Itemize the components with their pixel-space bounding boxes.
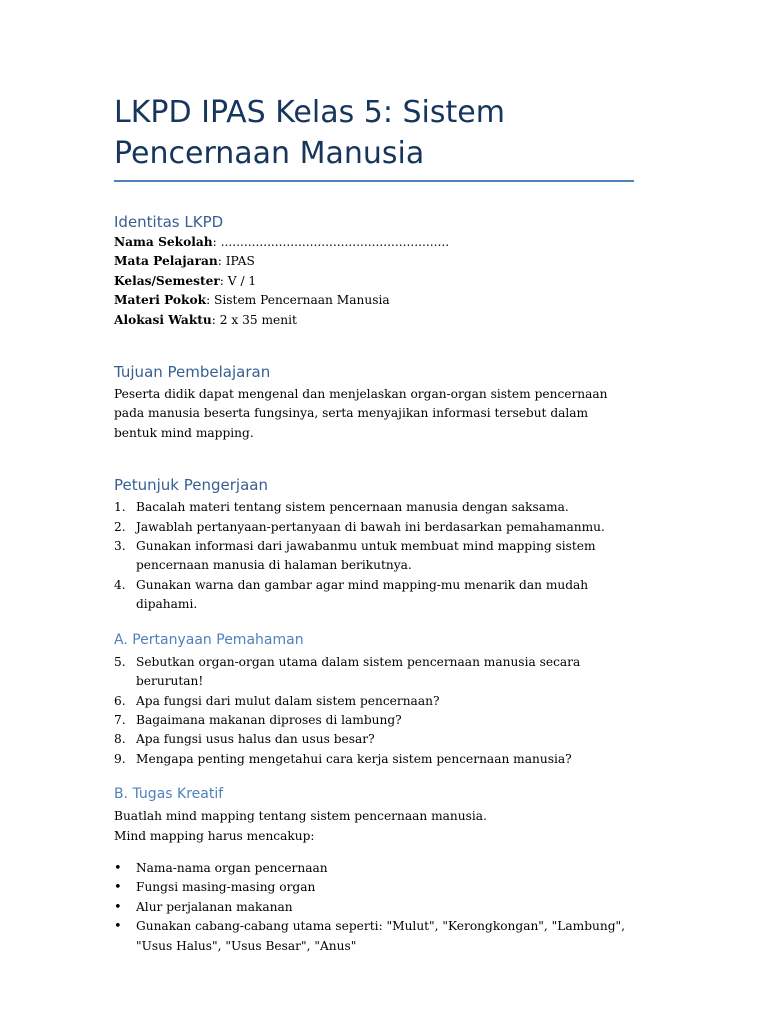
tugas-line-1: Buatlah mind mapping tentang sistem pencernaan manusia. <box>114 809 487 824</box>
list-text: Apa fungsi usus halus dan usus besar? <box>136 732 375 747</box>
tugas-heading: B. Tugas Kreatif <box>114 786 224 803</box>
petunjuk-list <box>114 498 634 614</box>
tugas-line-2: Mind mapping harus mencakup: <box>114 828 315 843</box>
pertanyaan-list <box>114 653 634 769</box>
identitas-label: Materi Pokok <box>114 293 207 308</box>
list-text: Bagaimana makanan diproses di lambung? <box>136 712 402 727</box>
list-item <box>114 917 634 956</box>
list-item <box>114 518 634 537</box>
identitas-value: : V / 1 <box>219 273 257 288</box>
section-tujuan <box>114 362 634 443</box>
identitas-value: : ........................................................... <box>212 235 450 249</box>
identitas-value: : IPAS <box>217 254 255 269</box>
list-text: Jawablah pertanyaan-pertanyaan di bawah ini berdasarkan pemahamanmu. <box>136 519 605 534</box>
list-number: 1. <box>114 500 126 515</box>
identitas-row-materi-pokok <box>114 291 634 310</box>
list-number: 9. <box>114 751 126 766</box>
list-text: Gunakan warna dan gambar agar mind mapping-mu menarik dan mudah dipahami. <box>136 577 589 612</box>
list-item <box>114 878 634 897</box>
document-content <box>114 92 634 956</box>
tugas-bullet-list <box>114 859 634 956</box>
section-pertanyaan <box>114 630 634 769</box>
identitas-value: : Sistem Pencernaan Manusia <box>206 293 390 308</box>
identitas-value: : 2 x 35 menit <box>211 312 297 327</box>
list-text: Sebutkan organ-organ utama dalam sistem pencernaan manusia secara berurutan! <box>136 654 581 689</box>
list-text: Alur perjalanan makanan <box>136 899 293 914</box>
list-number: 5. <box>114 654 126 669</box>
list-number: 3. <box>114 539 126 554</box>
identitas-row-mata-pelajaran <box>114 252 634 271</box>
bullet-icon: • <box>114 880 122 896</box>
tujuan-heading: Tujuan Pembelajaran <box>114 363 271 382</box>
section-tugas <box>114 784 634 956</box>
list-number: 7. <box>114 712 126 727</box>
bullet-icon: • <box>114 919 122 935</box>
list-item <box>114 859 634 878</box>
section-identitas <box>114 212 634 330</box>
list-text: Nama-nama organ pencernaan <box>136 860 328 875</box>
list-text: Mengapa penting mengetahui cara kerja sistem pencernaan manusia? <box>136 751 572 766</box>
identitas-row-alokasi-waktu <box>114 311 634 330</box>
list-item <box>114 498 634 517</box>
list-item <box>114 750 634 769</box>
list-item <box>114 898 634 917</box>
list-text: Gunakan informasi dari jawabanmu untuk membuat mind mapping sistem pencernaan manusia di halaman berikutnya. <box>136 539 596 573</box>
identitas-heading: Identitas LKPD <box>114 213 224 231</box>
identitas-label: Alokasi Waktu <box>114 312 212 327</box>
list-text: Apa fungsi dari mulut dalam sistem pencernaan? <box>136 693 440 708</box>
identitas-row-kelas-semester <box>114 272 634 291</box>
list-text: Gunakan cabang-cabang utama seperti: "Mulut", "Kerongkongan", "Lambung", "Usus Halus", "Usus Besar", "Anus" <box>136 919 625 953</box>
list-text: Bacalah materi tentang sistem pencernaan manusia dengan saksama. <box>136 500 569 515</box>
list-text: Fungsi masing-masing organ <box>136 880 316 895</box>
list-item <box>114 711 634 730</box>
identitas-label: Kelas/Semester <box>114 273 220 288</box>
identitas-label: Mata Pelajaran <box>114 254 218 269</box>
list-number: 4. <box>114 577 126 592</box>
bullet-icon: • <box>114 860 122 876</box>
list-item <box>114 692 634 711</box>
identitas-row-nama-sekolah <box>114 233 634 252</box>
identitas-label: Nama Sekolah <box>114 235 213 249</box>
section-petunjuk <box>114 475 634 614</box>
list-number: 6. <box>114 693 126 708</box>
bullet-icon: • <box>114 899 122 915</box>
list-item <box>114 576 634 615</box>
list-item <box>114 537 634 576</box>
list-item <box>114 730 634 749</box>
petunjuk-heading: Petunjuk Pengerjaan <box>114 476 268 495</box>
list-item <box>114 653 634 692</box>
tujuan-text: Peserta didik dapat mengenal dan menjelaskan organ-organ sistem pencernaan pada manusia beserta fungsinya, serta menyajikan informasi tersebut dalam bentuk mind mapping. <box>114 387 608 440</box>
list-number: 2. <box>114 519 126 534</box>
list-number: 8. <box>114 732 126 747</box>
document-title: LKPD IPAS Kelas 5: Sistem Pencernaan Manusia <box>114 92 634 182</box>
pertanyaan-heading: A. Pertanyaan Pemahaman <box>114 631 304 648</box>
